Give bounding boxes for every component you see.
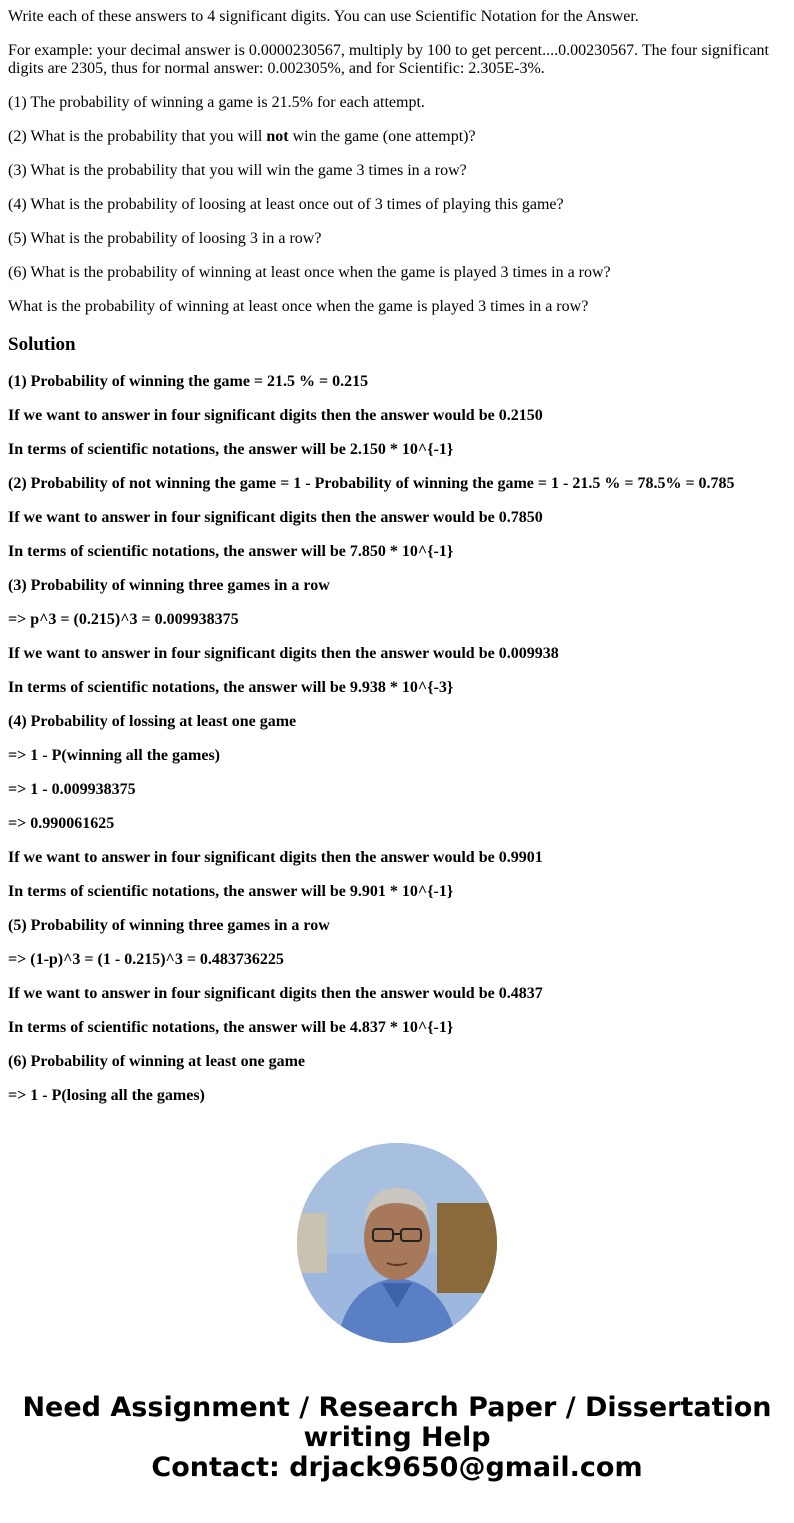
solution-line: => p^3 = (0.215)^3 = 0.009938375 [8,611,239,628]
solution-line: If we want to answer in four significant digits then the answer would be 0.2150 [8,407,543,424]
solution-heading: Solution [8,334,76,355]
author-photo-wrap [8,1143,786,1343]
solution-line: => 1 - P(winning all the games) [8,747,221,764]
solution-line: (2) Probability of not winning the game = 1 - Probability of winning the game = 1 - 21.5 % = 78.5% = 0.785 [8,475,735,492]
question-5: (5) What is the probability of loosing 3 in a row? [8,230,322,247]
solution-line: (4) Probability of lossing at least one game [8,713,297,730]
solution-body [8,373,786,1105]
solution-line: => (1-p)^3 = (1 - 0.215)^3 = 0.483736225 [8,951,284,968]
solution-line: (1) Probability of winning the game = 21.5 % = 0.215 [8,373,369,390]
solution-line: If we want to answer in four significant digits then the answer would be 0.9901 [8,849,543,866]
question-6: (6) What is the probability of winning at least once when the game is played 3 times in a row? [8,264,611,281]
promo-line-1: Need Assignment / Research Paper / Dissertation [22,1392,772,1423]
question-2-pre: (2) What is the probability that you will [8,128,267,145]
question-2-emphasis: not [266,128,289,145]
solution-line: In terms of scientific notations, the answer will be 9.901 * 10^{-1} [8,883,454,900]
solution-line: (3) Probability of winning three games in a row [8,577,330,594]
question-intro: Write each of these answers to 4 significant digits. You can use Scientific Notation for the Answer. [8,8,639,25]
solution-line: (5) Probability of winning three games in a row [8,917,330,934]
solution-line: => 1 - 0.009938375 [8,781,136,798]
solution-line: In terms of scientific notations, the answer will be 4.837 * 10^{-1} [8,1019,454,1036]
solution-line: In terms of scientific notations, the answer will be 7.850 * 10^{-1} [8,543,454,560]
question-repeat: What is the probability of winning at least once when the game is played 3 times in a row? [8,298,589,315]
author-photo [297,1143,497,1343]
solution-line: If we want to answer in four significant digits then the answer would be 0.7850 [8,509,543,526]
question-example: For example: your decimal answer is 0.0000230567, multiply by 100 to get percent....0.00230567. The four significant digits are 2305, thus for normal answer: 0.002305%, and for Scientific: 2.305E-3%. [8,42,769,77]
solution-line: If we want to answer in four significant digits then the answer would be 0.4837 [8,985,543,1002]
question-1: (1) The probability of winning a game is 21.5% for each attempt. [8,94,425,111]
promo-banner [8,1393,786,1483]
solution-line: => 0.990061625 [8,815,115,832]
promo-line-2: writing Help [303,1422,491,1453]
solution-line: If we want to answer in four significant digits then the answer would be 0.009938 [8,645,559,662]
solution-line: In terms of scientific notations, the answer will be 9.938 * 10^{-3} [8,679,454,696]
promo-contact: Contact: drjack9650@gmail.com [151,1452,643,1483]
question-4: (4) What is the probability of loosing at least once out of 3 times of playing this game? [8,196,564,213]
question-2-post: win the game (one attempt)? [288,128,476,145]
solution-line: (6) Probability of winning at least one game [8,1053,306,1070]
question-3: (3) What is the probability that you will win the game 3 times in a row? [8,162,467,179]
solution-line: In terms of scientific notations, the answer will be 2.150 * 10^{-1} [8,441,454,458]
author-portrait-illustration [297,1143,497,1343]
solution-line: => 1 - P(losing all the games) [8,1087,205,1104]
question-2 [8,128,786,146]
